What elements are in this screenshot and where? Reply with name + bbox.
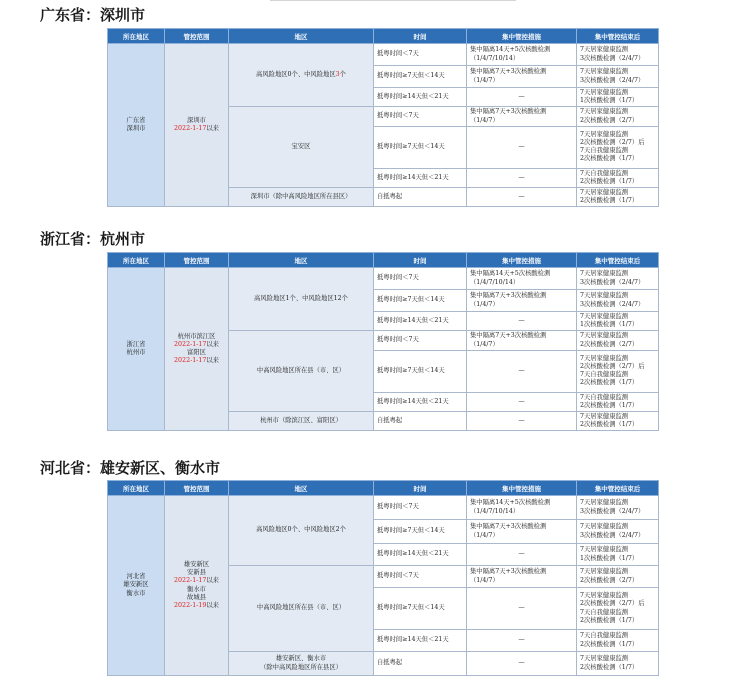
scope-date: 2022-1-17	[174, 341, 207, 349]
after-cell	[577, 44, 659, 66]
after-text: 1次核酸检测（1/7）	[580, 554, 639, 562]
after-text: 7天居家健康监测	[580, 270, 629, 278]
scope-suffix: 以来	[206, 341, 219, 349]
measure-cell	[467, 168, 577, 187]
after-text: 2次核酸检测（1/7）	[580, 197, 639, 205]
measure-cell	[467, 331, 577, 350]
time-cell	[374, 66, 467, 88]
column-header: 时间	[374, 253, 467, 268]
time-cell	[374, 350, 467, 392]
scope-line	[168, 586, 225, 594]
column-header: 时间	[374, 29, 467, 44]
column-header: 集中管控措施	[467, 253, 577, 268]
region-name: 广东省	[126, 117, 146, 125]
after-text: 2次核酸检测（2/7）	[580, 576, 639, 584]
measure-cell	[467, 544, 577, 566]
region-name: 深圳市	[126, 125, 146, 133]
after-text: 3次核酸检测（2/4/7）	[580, 76, 645, 84]
time-text: 抵粤时间＜7天	[377, 336, 419, 344]
after-cell	[577, 107, 659, 126]
scope-place: 富阳区	[187, 349, 206, 357]
area-text	[232, 71, 370, 79]
area-prefix: 高风险地区0个、中风险地区	[256, 71, 336, 79]
after-cell	[577, 66, 659, 88]
scope-place: 杭州市滨江区	[177, 332, 216, 340]
after-cell	[577, 290, 659, 312]
measure-text: （1/4/7/10/14）	[470, 278, 520, 286]
after-cell	[577, 268, 659, 290]
time-text: 抵粤时间≥7天但＜14天	[377, 604, 445, 612]
time-text: 抵粤时间≥7天但＜14天	[377, 72, 445, 80]
time-cell	[374, 188, 467, 207]
column-header: 所在地区	[108, 481, 165, 496]
time-cell	[374, 412, 467, 431]
section-title: 河北省：雄安新区、衡水市	[40, 459, 221, 477]
scope-suffix: 以来	[206, 125, 219, 133]
region-name: 衡水市	[126, 589, 146, 597]
after-cell	[577, 544, 659, 566]
region-name: 浙江省	[126, 341, 146, 349]
after-text: 2次核酸检测（2/7）	[580, 116, 639, 124]
table-row	[108, 268, 659, 290]
measure-text: 集中隔离14天+5次核酸检测	[470, 499, 551, 507]
region-cell	[108, 44, 165, 207]
time-text: 抵粤时间＜7天	[377, 112, 419, 120]
scope-line	[168, 125, 225, 133]
measure-text: —	[518, 93, 525, 101]
column-header: 集中管控措施	[467, 29, 577, 44]
after-text: 2次核酸检测（1/7）	[580, 155, 639, 163]
after-text: 3次核酸检测（2/4/7）	[580, 54, 645, 62]
scope-place: 安新县	[187, 569, 206, 577]
time-cell	[374, 168, 467, 187]
column-header: 集中管控措施	[467, 481, 577, 496]
measure-cell	[467, 652, 577, 676]
measure-text: —	[518, 550, 525, 558]
area-cell	[229, 412, 374, 431]
scope-place: 故城县	[187, 593, 206, 601]
scope-date: 2022-1-19	[174, 601, 207, 609]
measure-cell	[467, 520, 577, 544]
area-cell	[229, 496, 374, 566]
measure-text: （1/4/7/10/14）	[470, 507, 520, 515]
area-text: 雄安新区、衡水市	[275, 655, 327, 663]
time-text: 抵粤时间≥7天但＜14天	[377, 143, 445, 151]
section-title: 浙江省：杭州市	[40, 230, 146, 248]
time-text: 自抵粤起	[377, 193, 403, 201]
region-name: 杭州市	[126, 349, 146, 357]
scope-line	[168, 333, 225, 341]
area-cell	[229, 331, 374, 412]
after-cell	[577, 652, 659, 676]
measure-cell	[467, 126, 577, 168]
area-cell	[229, 652, 374, 676]
measure-cell	[467, 312, 577, 331]
after-cell	[577, 392, 659, 411]
scope-date: 2022-1-17	[174, 357, 207, 365]
time-cell	[374, 392, 467, 411]
after-text: 3次核酸检测（2/4/7）	[580, 278, 645, 286]
header-row	[108, 29, 659, 44]
scope-suffix: 以来	[206, 601, 219, 609]
scope-line	[168, 561, 225, 569]
after-cell	[577, 88, 659, 107]
measure-cell	[467, 496, 577, 520]
measure-text: （1/4/7/10/14）	[470, 54, 520, 62]
scope-place: 衡水市	[187, 585, 206, 593]
time-text: 抵粤时间＜7天	[377, 274, 419, 282]
after-text: 7天居家健康监测	[580, 108, 629, 116]
header-row	[108, 253, 659, 268]
time-cell	[374, 88, 467, 107]
policy-table	[107, 480, 659, 676]
area-text: （除中高风险地区所在县区）	[260, 663, 342, 671]
after-text: 7天居家健康监测	[580, 568, 629, 576]
after-text: 2次核酸检测（1/7）	[580, 177, 639, 185]
area-cell	[229, 566, 374, 652]
time-text: 抵粤时间＜7天	[377, 50, 419, 58]
time-cell	[374, 290, 467, 312]
after-cell	[577, 520, 659, 544]
measure-cell	[467, 350, 577, 392]
area-cell	[229, 188, 374, 207]
measure-text: —	[518, 193, 525, 201]
time-text: 抵粤时间＜7天	[377, 503, 419, 511]
after-cell	[577, 312, 659, 331]
column-header: 所在地区	[108, 253, 165, 268]
measure-text: —	[518, 143, 525, 151]
measure-cell	[467, 188, 577, 207]
measure-cell	[467, 268, 577, 290]
time-cell	[374, 44, 467, 66]
area-suffix: 个	[339, 71, 346, 79]
after-text: 2次核酸检测（1/7）	[580, 379, 639, 387]
after-cell	[577, 350, 659, 392]
measure-text: —	[518, 636, 525, 644]
column-header: 管控范围	[165, 481, 229, 496]
measure-cell	[467, 392, 577, 411]
scope-line	[168, 341, 225, 349]
section-title: 广东省：深圳市	[40, 6, 146, 24]
time-text: 自抵粤起	[377, 417, 403, 425]
time-text: 抵粤时间＜7天	[377, 572, 419, 580]
scope-line	[168, 357, 225, 365]
area-text: 深圳市（除中高风险地区所在县区）	[250, 193, 352, 201]
measure-text: （1/4/7）	[470, 116, 499, 124]
time-cell	[374, 566, 467, 588]
after-text: 7天自我健康监测	[580, 371, 629, 379]
time-text: 抵粤时间≥14天但＜21天	[377, 317, 449, 325]
after-text: 1次核酸检测（1/7）	[580, 97, 639, 105]
measure-text: 集中隔离7天+3次核酸检测	[470, 332, 547, 340]
after-text: 7天居家健康监测	[580, 546, 629, 554]
scope-date: 2022-1-17	[174, 125, 207, 133]
after-text: 7天居家健康监测	[580, 89, 629, 96]
scope-place: 深圳市	[187, 117, 206, 125]
time-cell	[374, 107, 467, 126]
time-text: 抵粤时间≥14天但＜21天	[377, 93, 449, 101]
time-text: 抵粤时间≥14天但＜21天	[377, 397, 449, 405]
time-cell	[374, 126, 467, 168]
measure-text: （1/4/7）	[470, 300, 499, 308]
scope-place: 雄安新区	[183, 560, 210, 568]
after-cell	[577, 412, 659, 431]
area-cell	[229, 44, 374, 107]
column-header: 地区	[229, 481, 374, 496]
measure-cell	[467, 66, 577, 88]
after-cell	[577, 126, 659, 168]
time-text: 抵粤时间≥14天但＜21天	[377, 550, 449, 558]
region-name: 雄安新区	[123, 581, 149, 589]
measure-text: 集中隔离7天+3次核酸检测	[470, 568, 547, 576]
column-header: 集中管控结束后	[577, 253, 659, 268]
measure-cell	[467, 44, 577, 66]
policy-table	[107, 28, 659, 207]
measure-text: —	[518, 173, 525, 181]
after-text: 3次核酸检测（2/4/7）	[580, 300, 645, 308]
after-text: 2次核酸检测（1/7）	[580, 421, 639, 429]
after-text: 7天居家健康监测	[580, 413, 629, 421]
after-text: 7天居家健康监测	[580, 332, 629, 340]
after-text: 7天居家健康监测	[580, 592, 629, 600]
scope-line	[168, 602, 225, 610]
time-cell	[374, 544, 467, 566]
after-text: 7天居家健康监测	[580, 354, 629, 362]
top-divider	[270, 0, 516, 1]
column-header: 时间	[374, 481, 467, 496]
after-text: 7天自我健康监测	[580, 632, 629, 640]
time-cell	[374, 588, 467, 630]
measure-text: —	[518, 659, 525, 667]
column-header: 所在地区	[108, 29, 165, 44]
measure-text: 集中隔离7天+3次核酸检测	[470, 108, 547, 116]
column-header: 集中管控结束后	[577, 481, 659, 496]
table-row	[108, 44, 659, 66]
measure-text: （1/4/7）	[470, 76, 499, 84]
measure-text: 集中隔离14天+5次核酸检测	[470, 46, 551, 54]
after-text: 7天居家健康监测	[580, 499, 629, 507]
area-text: 高风险地区1个、中风险地区12个	[254, 295, 348, 303]
after-text: 2次核酸检测（2/7）后	[580, 363, 645, 371]
after-text: 7天居家健康监测	[580, 292, 629, 300]
measure-text: —	[518, 604, 525, 612]
time-cell	[374, 652, 467, 676]
area-text: 中高风险地区所在县（市、区）	[256, 367, 346, 375]
scope-line	[168, 594, 225, 602]
after-text: 7天居家健康监测	[580, 130, 629, 138]
time-cell	[374, 312, 467, 331]
time-text: 抵粤时间≥7天但＜14天	[377, 367, 445, 375]
measure-cell	[467, 290, 577, 312]
area-text: 中高风险地区所在县（市、区）	[256, 604, 346, 612]
time-text: 抵粤时间≥7天但＜14天	[377, 527, 445, 535]
after-text: 1次核酸检测（1/7）	[580, 321, 639, 329]
time-text: 抵粤时间≥14天但＜21天	[377, 173, 449, 181]
measure-text: 集中隔离7天+3次核酸检测	[470, 523, 547, 531]
scope-cell	[165, 496, 229, 676]
measure-text: （1/4/7）	[470, 576, 499, 584]
after-text: 7天居家健康监测	[580, 68, 629, 76]
scope-line	[168, 577, 225, 585]
after-text: 2次核酸检测（1/7）	[580, 401, 639, 409]
measure-text: —	[518, 317, 525, 325]
after-text: 2次核酸检测（1/7）	[580, 640, 639, 648]
after-text: 3次核酸检测（2/4/7）	[580, 531, 645, 539]
after-text: 2次核酸检测（2/7）	[580, 340, 639, 348]
after-cell	[577, 588, 659, 630]
scope-cell	[165, 44, 229, 207]
measure-cell	[467, 412, 577, 431]
time-text: 抵粤时间≥14天但＜21天	[377, 636, 449, 644]
time-cell	[374, 331, 467, 350]
after-text: 7天自我健康监测	[580, 393, 629, 401]
scope-date: 2022-1-17	[174, 577, 207, 585]
after-text: 7天自我健康监测	[580, 608, 629, 616]
time-cell	[374, 520, 467, 544]
after-text: 7天自我健康监测	[580, 147, 629, 155]
measure-text: （1/4/7）	[470, 531, 499, 539]
after-cell	[577, 496, 659, 520]
after-text: 7天居家健康监测	[580, 655, 629, 663]
time-cell	[374, 496, 467, 520]
column-header: 管控范围	[165, 29, 229, 44]
after-text: 7天居家健康监测	[580, 523, 629, 531]
scope-suffix: 以来	[206, 357, 219, 365]
column-header: 地区	[229, 253, 374, 268]
after-text: 2次核酸检测（2/7）后	[580, 600, 645, 608]
after-text: 7天居家健康监测	[580, 189, 629, 197]
after-text: 7天自我健康监测	[580, 169, 629, 177]
measure-cell	[467, 107, 577, 126]
header-row	[108, 481, 659, 496]
after-text: 7天居家健康监测	[580, 313, 629, 320]
measure-text: （1/4/7）	[470, 340, 499, 348]
area-text: 杭州市（除滨江区、富阳区）	[260, 417, 342, 425]
scope-cell	[165, 268, 229, 431]
area-text: 宝安区	[291, 143, 311, 151]
area-count: 3	[335, 71, 340, 79]
measure-text: —	[518, 367, 525, 375]
column-header: 集中管控结束后	[577, 29, 659, 44]
area-cell	[229, 107, 374, 188]
region-cell	[108, 268, 165, 431]
measure-text: 集中隔离14天+5次核酸检测	[470, 270, 551, 278]
scope-suffix: 以来	[206, 577, 219, 585]
after-text: 2次核酸检测（1/7）	[580, 616, 639, 624]
after-cell	[577, 188, 659, 207]
table-row	[108, 496, 659, 520]
time-text: 抵粤时间≥7天但＜14天	[377, 296, 445, 304]
time-cell	[374, 268, 467, 290]
after-text: 2次核酸检测（1/7）	[580, 663, 639, 671]
after-text: 2次核酸检测（2/7）后	[580, 139, 645, 147]
after-cell	[577, 168, 659, 187]
time-text: 自抵粤起	[377, 659, 403, 667]
region-cell	[108, 496, 165, 676]
time-cell	[374, 630, 467, 652]
policy-table	[107, 252, 659, 431]
measure-text: 集中隔离7天+3次核酸检测	[470, 68, 547, 76]
measure-cell	[467, 588, 577, 630]
measure-cell	[467, 630, 577, 652]
after-cell	[577, 566, 659, 588]
measure-text: —	[518, 397, 525, 405]
after-cell	[577, 630, 659, 652]
column-header: 管控范围	[165, 253, 229, 268]
after-text: 7天居家健康监测	[580, 46, 629, 54]
after-cell	[577, 331, 659, 350]
after-text: 3次核酸检测（2/4/7）	[580, 507, 645, 515]
column-header: 地区	[229, 29, 374, 44]
measure-text: 集中隔离7天+3次核酸检测	[470, 292, 547, 300]
area-cell	[229, 268, 374, 331]
measure-cell	[467, 566, 577, 588]
scope-line	[168, 117, 225, 125]
area-text: 高风险地区0个、中风险地区2个	[256, 526, 346, 534]
measure-text: —	[518, 417, 525, 425]
measure-cell	[467, 88, 577, 107]
region-name: 河北省	[126, 573, 146, 581]
